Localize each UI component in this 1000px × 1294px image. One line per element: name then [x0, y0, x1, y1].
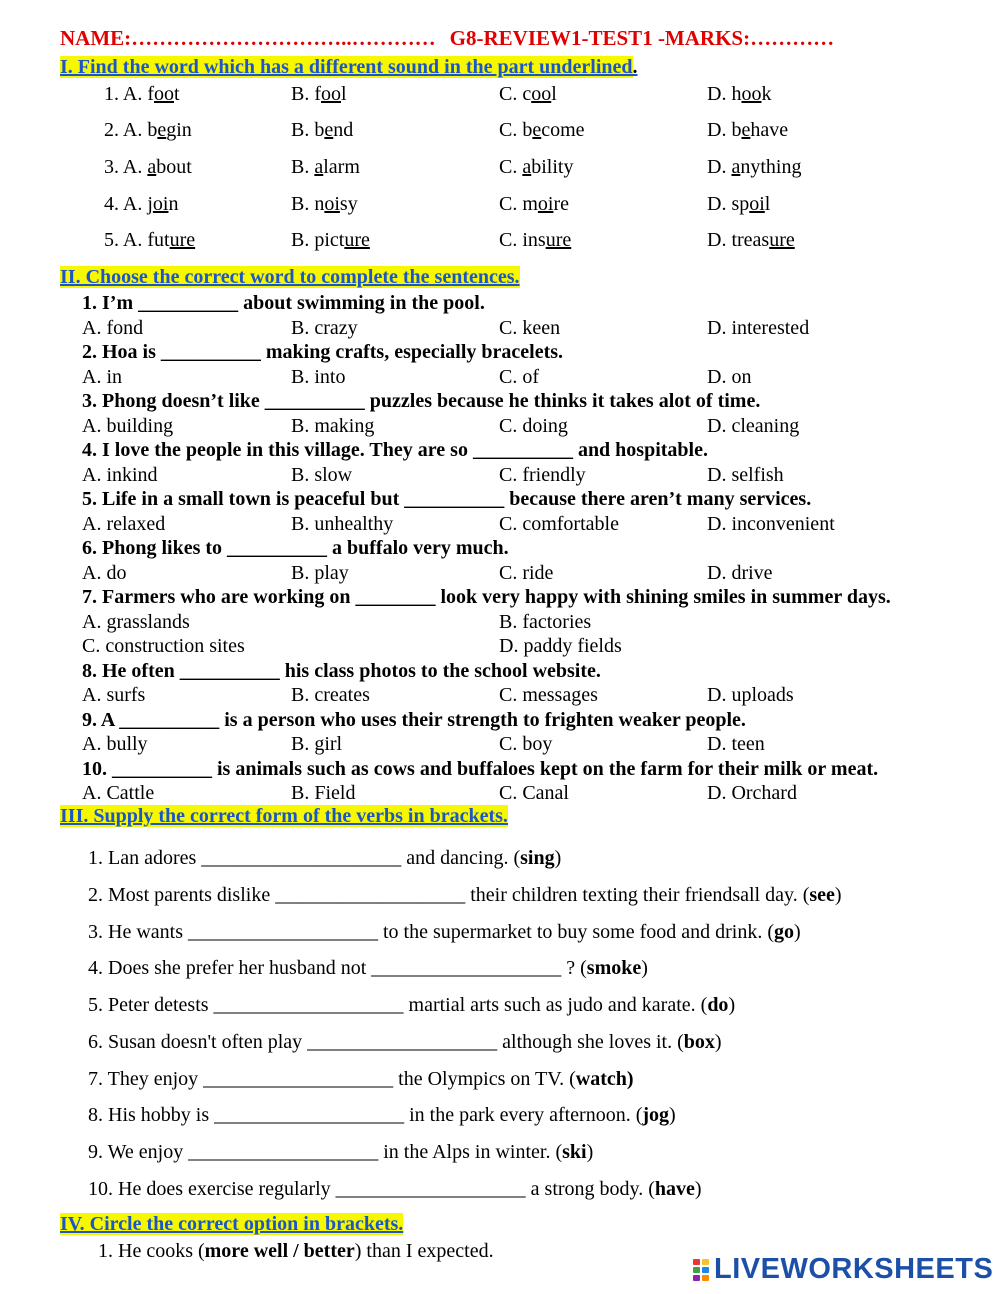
- sound-option: 1. A. foot: [104, 83, 180, 105]
- sound-option: B. alarm: [291, 156, 360, 178]
- answer-option: D. cleaning: [707, 414, 800, 437]
- answer-option: C. ride: [499, 561, 554, 584]
- verb-hint: go: [774, 921, 795, 943]
- verb-exercise-item: 10. He does exercise regularly ___________________ a strong body. (have): [88, 1178, 702, 1200]
- logo-text: LIVEWORKSHEETS: [714, 1253, 994, 1285]
- question-text: 8. He often __________ his class photos to the school website.: [82, 659, 601, 682]
- answer-option: B. unhealthy: [291, 512, 394, 535]
- question-text: 9. A __________ is a person who uses their strength to frighten weaker people.: [82, 708, 746, 731]
- verb-exercise-item: 6. Susan doesn't often play ___________________ although she loves it. (box): [88, 1031, 722, 1053]
- verb-hint: sing: [520, 847, 555, 869]
- underlined-part: a: [147, 156, 157, 178]
- answer-option: B. play: [291, 561, 349, 584]
- question-text: 3. Phong doesn’t like __________ puzzles because he thinks it takes alot of time.: [82, 390, 761, 412]
- section-1-title: I. Find the word which has a different sound in the part underlined.: [60, 56, 638, 78]
- answer-option: A. in: [82, 365, 122, 388]
- underlined-part: oo: [531, 83, 552, 105]
- answer-option: A. building: [82, 414, 174, 437]
- answer-option: A. do: [82, 561, 127, 584]
- underlined-part: e: [157, 119, 167, 141]
- underlined-part: ure: [169, 229, 196, 251]
- answer-option: D. paddy fields: [499, 635, 622, 657]
- answer-option: D. interested: [707, 316, 810, 339]
- answer-option: C. of: [499, 365, 539, 388]
- answer-option: C. doing: [499, 414, 568, 437]
- section-4-title: IV. Circle the correct option in brackets.: [60, 1213, 404, 1235]
- verb-hint: box: [683, 1031, 715, 1053]
- sound-option: D. hook: [707, 83, 772, 105]
- worksheet-header: [60, 26, 834, 51]
- question-text: 10. __________ is animals such as cows and buffaloes kept on the farm for their milk or meat.: [82, 757, 879, 780]
- sound-option: B. fool: [291, 83, 347, 105]
- sound-option: B. noisy: [291, 193, 358, 215]
- underlined-part: oo: [321, 83, 341, 105]
- verb-exercise-item: 1. Lan adores ____________________ and dancing. (sing): [88, 847, 562, 869]
- answer-option: A. inkind: [82, 463, 158, 486]
- answer-option: C. messages: [499, 684, 598, 706]
- answer-option: C. Canal: [499, 782, 569, 804]
- sound-option: 3. A. about: [104, 156, 192, 178]
- sound-option: D. treasure: [707, 229, 795, 251]
- question-text: 4. I love the people in this village. They are so __________ and hospitable.: [82, 439, 708, 461]
- answer-option: D. inconvenient: [707, 512, 835, 535]
- verb-exercise-item: 7. They enjoy ___________________ the Olympics on TV. (watch): [88, 1068, 634, 1090]
- verb-hint: ski: [562, 1141, 587, 1163]
- sound-option: 4. A. join: [104, 193, 179, 215]
- question-text: 5. Life in a small town is peaceful but __________ because there aren’t many services.: [82, 488, 812, 510]
- answer-option: A. Cattle: [82, 782, 155, 804]
- answer-option: B. girl: [291, 733, 343, 755]
- verb-hint: jog: [642, 1104, 670, 1126]
- underlined-part: oo: [154, 83, 174, 105]
- sound-option: 5. A. future: [104, 229, 196, 251]
- answer-option: A. surfs: [82, 684, 146, 706]
- underlined-part: a: [731, 156, 741, 178]
- question-text: 7. Farmers who are working on ________ look very happy with shining smiles in summer days.: [82, 586, 891, 608]
- answer-option: C. friendly: [499, 463, 586, 486]
- answer-option: D. drive: [707, 561, 773, 584]
- underlined-part: oi: [324, 193, 340, 215]
- sound-option: D. spoil: [707, 193, 771, 215]
- verb-hint: watch): [575, 1068, 634, 1090]
- question-text: 1. I’m __________ about swimming in the pool.: [82, 292, 485, 314]
- sound-option: C. moire: [499, 193, 570, 215]
- answer-option: A. fond: [82, 316, 144, 339]
- answer-option: D. on: [707, 365, 752, 388]
- sound-option: D. anything: [707, 156, 802, 178]
- answer-option: B. factories: [499, 610, 592, 633]
- answer-option: A. bully: [82, 733, 148, 755]
- name-field-label: NAME:…………………………..…………: [60, 26, 436, 50]
- sound-option: 2. A. begin: [104, 119, 192, 141]
- verb-hint: do: [707, 994, 729, 1016]
- answer-option: D. Orchard: [707, 782, 797, 804]
- underlined-part: oi: [749, 193, 765, 215]
- logo-grid-icon: [692, 1258, 710, 1282]
- verb-exercise-item: 5. Peter detests ___________________ martial arts such as judo and karate. (do): [88, 994, 736, 1016]
- answer-option: A. grasslands: [82, 610, 190, 633]
- test-title: G8-REVIEW1-TEST1 -MARKS:…………: [449, 26, 835, 50]
- underlined-part: e: [532, 119, 542, 141]
- verb-exercise-item: 4. Does she prefer her husband not ___________________ ? (smoke): [88, 957, 648, 979]
- underlined-part: oi: [152, 193, 169, 215]
- verb-exercise-item: 8. His hobby is ___________________ in the park every afternoon. (jog): [88, 1104, 676, 1126]
- sound-option: C. ability: [499, 156, 574, 178]
- section-3-title: III. Supply the correct form of the verbs in brackets.: [60, 805, 508, 827]
- answer-option: B. into: [291, 365, 346, 388]
- question-text: 6. Phong likes to __________ a buffalo very much.: [82, 537, 509, 559]
- answer-option: B. making: [291, 414, 375, 437]
- underlined-part: oo: [741, 83, 762, 105]
- answer-option: B. creates: [291, 684, 370, 706]
- underlined-part: ure: [344, 229, 370, 251]
- underlined-part: ure: [769, 229, 795, 251]
- sound-option: C. become: [499, 119, 585, 141]
- question-text: 2. Hoa is __________ making crafts, especially bracelets.: [82, 341, 564, 363]
- sound-option: C. insure: [499, 229, 572, 251]
- verb-exercise-item: 3. He wants ___________________ to the supermarket to buy some food and drink. (go): [88, 921, 801, 943]
- sound-option: B. bend: [291, 119, 354, 141]
- answer-option: A. relaxed: [82, 512, 166, 535]
- answer-option: D. teen: [707, 733, 765, 755]
- answer-option: C. keen: [499, 316, 561, 339]
- section-2-title: II. Choose the correct word to complete the sentences.: [60, 266, 520, 288]
- section-4-item-1: 1. He cooks (more well / better) than I expected.: [98, 1240, 494, 1262]
- answer-option: C. comfortable: [499, 512, 619, 535]
- underlined-part: ure: [545, 229, 572, 251]
- verb-exercise-item: 2. Most parents dislike ___________________ their children texting their friendsall day. (see): [88, 884, 842, 906]
- answer-option: B. Field: [291, 782, 356, 804]
- answer-option: C. construction sites: [82, 635, 245, 657]
- answer-option: D. selfish: [707, 463, 784, 486]
- underlined-part: a: [314, 156, 324, 178]
- verb-hint: have: [654, 1178, 695, 1200]
- answer-option: B. crazy: [291, 316, 358, 339]
- answer-option: B. slow: [291, 463, 353, 486]
- answer-option: D. uploads: [707, 684, 794, 706]
- verb-hint: see: [809, 884, 835, 906]
- underlined-part: oi: [537, 193, 554, 215]
- sound-option: D. behave: [707, 119, 789, 141]
- verb-exercise-item: 9. We enjoy ___________________ in the Alps in winter. (ski): [88, 1141, 594, 1163]
- sound-option: C. cool: [499, 83, 557, 105]
- liveworksheets-logo: [692, 1253, 993, 1286]
- verb-hint: smoke: [586, 957, 642, 979]
- answer-option: C. boy: [499, 733, 553, 755]
- underlined-part: a: [522, 156, 532, 178]
- underlined-part: e: [741, 119, 751, 141]
- underlined-part: e: [324, 119, 334, 141]
- sound-option: B. picture: [291, 229, 370, 251]
